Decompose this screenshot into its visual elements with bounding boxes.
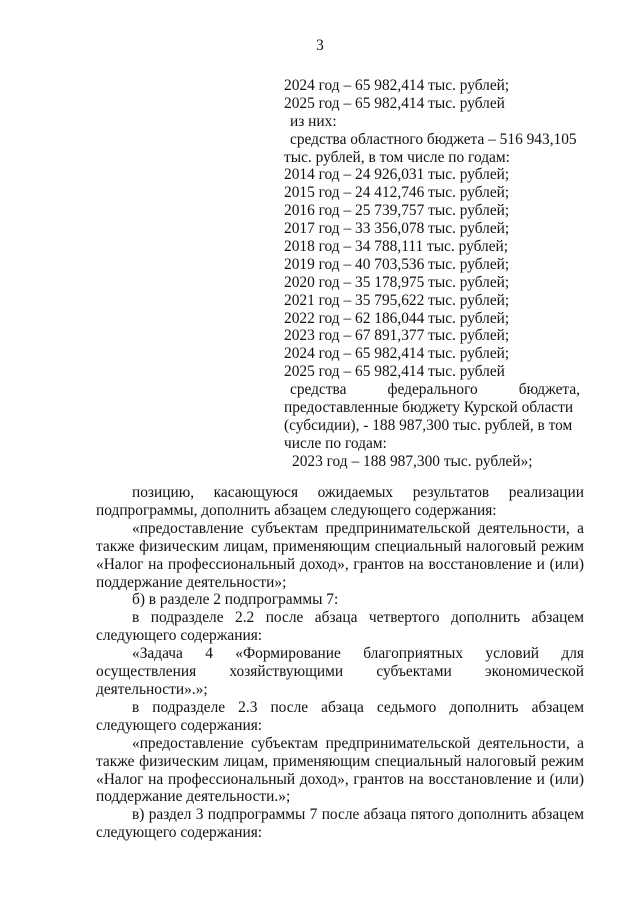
year-line: 2021 год – 35 795,622 тыс. рублей; [284, 291, 510, 309]
year-line: 2025 год – 65 982,414 тыс. рублей [284, 363, 505, 381]
year-line: 2024 год – 65 982,414 тыс. рублей; [284, 345, 510, 363]
budget-line: 2024 год – 65 982,414 тыс. рублей; [284, 77, 510, 94]
year-line: 2015 год – 24 412,746 тыс. рублей; [284, 184, 510, 202]
paragraph: в подразделе 2.2 после абзаца четвертого дополнить абзацем следующего содержания: [96, 609, 584, 645]
paragraph: в) раздел 3 подпрограммы 7 после абзаца пятого дополнить абзацем следующего содержания: [96, 806, 584, 842]
year-line: 2018 год – 34 788,111 тыс. рублей; [284, 238, 509, 256]
paragraph: б) в разделе 2 подпрограммы 7: [132, 591, 339, 609]
year-line: 2020 год – 35 178,975 тыс. рублей; [284, 273, 510, 291]
federal-2023-line: 2023 год – 188 987,300 тыс. рублей»; [292, 452, 533, 470]
federal-budget-line: предоставленные бюджету Курской области [284, 399, 574, 417]
budget-line: 2025 год – 65 982,414 тыс. рублей [284, 94, 505, 112]
budget-of-them: из них: [290, 112, 337, 130]
year-line: 2014 год – 24 926,031 тыс. рублей; [284, 166, 510, 184]
regional-budget-heading-cont: тыс. рублей, в том числе по годам: [284, 148, 510, 166]
year-line: 2023 год – 67 891,377 тыс. рублей; [284, 327, 510, 345]
federal-budget-line: средства федерального бюджета, [290, 381, 580, 399]
federal-budget-line: числе по годам: [284, 434, 387, 452]
paragraph: «Задача 4 «Формирование благоприятных условий для осуществления хозяйствующими субъектами экономической деятельности».»; [96, 645, 584, 698]
federal-budget-line: (субсидии), - 188 987,300 тыс. рублей, в том [284, 416, 573, 434]
year-line: 2016 год – 25 739,757 тыс. рублей; [284, 202, 510, 220]
year-line: 2017 год – 33 356,078 тыс. рублей; [284, 220, 510, 238]
paragraph: «предоставление субъектам предпринимательской деятельности, а также физическим лицам, применяющим специальный налоговый режим «Налог на профессиональный доход», грантов на восстановление и (или) поддержание деятельности.»; [96, 734, 584, 806]
paragraph: позицию, касающуюся ожидаемых результатов реализации подпрограммы, дополнить абзацем следующего содержания: [96, 484, 584, 519]
paragraph: «предоставление субъектам предпринимательской деятельности, а также физическим лицам, применяющим специальный налоговый режим «Налог на профессиональный доход», грантов на восстановление и (или) поддержание деятельности»; [96, 519, 584, 591]
document-body [96, 484, 584, 842]
year-line: 2019 год – 40 703,536 тыс. рублей; [284, 255, 510, 273]
budget-block [284, 77, 580, 471]
paragraph: в подразделе 2.3 после абзаца седьмого дополнить абзацем следующего содержания: [96, 698, 584, 734]
year-line: 2022 год – 62 186,044 тыс. рублей; [284, 309, 510, 327]
page-number: 3 [316, 37, 324, 54]
regional-budget-heading: средства областного бюджета – 516 943,105 [290, 130, 577, 148]
